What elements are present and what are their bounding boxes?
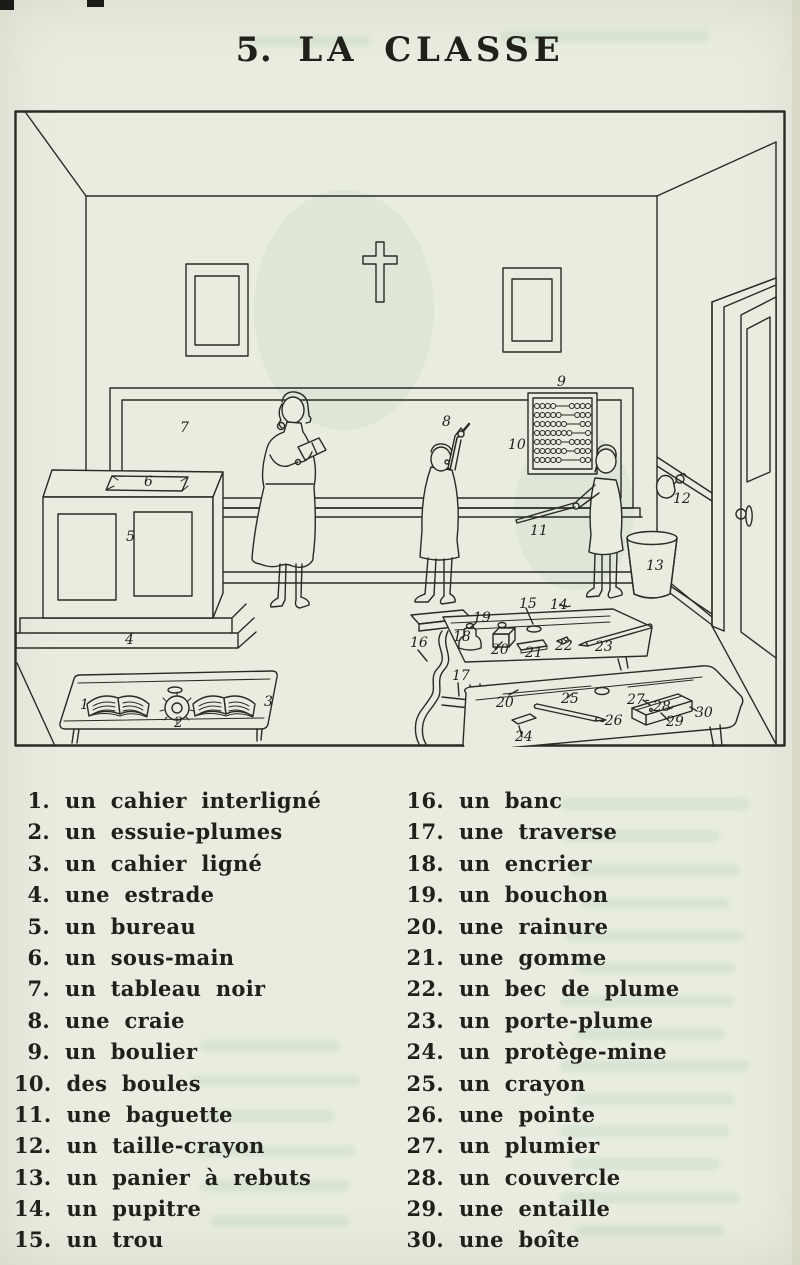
illustration-label-27: 27- bbox=[627, 692, 650, 708]
illustration-label-21: 21 bbox=[525, 645, 543, 661]
illustration-label-9: 9 bbox=[557, 374, 566, 390]
illustration-label-10: 10 bbox=[508, 437, 526, 453]
illustration-label-23: 23 bbox=[595, 639, 613, 655]
vocab-number: 1. bbox=[27, 788, 50, 813]
scan-artifact bbox=[87, 0, 104, 7]
vocab-term: une estrade bbox=[65, 882, 215, 908]
vocab-number: 23. bbox=[406, 1007, 444, 1033]
vocab-item bbox=[398, 851, 786, 882]
vocab-number: 24. bbox=[406, 1039, 444, 1065]
illustration-label-22: 22 bbox=[555, 638, 573, 654]
vocab-number: 15. bbox=[14, 1227, 52, 1253]
vocab-term: un protège-mine bbox=[459, 1039, 667, 1065]
vocab-item bbox=[14, 1008, 374, 1039]
illustration-label-25: 25 bbox=[561, 691, 579, 707]
vocab-item bbox=[14, 1165, 374, 1196]
vocab-number: 27. bbox=[406, 1133, 444, 1159]
room-outline bbox=[16, 112, 785, 747]
vocab-item bbox=[14, 1102, 374, 1133]
classroom-illustration bbox=[14, 110, 786, 747]
vocab-number: 5. bbox=[27, 913, 50, 939]
vocab-term: un bouchon bbox=[459, 882, 609, 908]
vocab-term: un crayon bbox=[459, 1070, 586, 1096]
vocab-item bbox=[14, 788, 374, 819]
vocab-item bbox=[398, 1102, 786, 1133]
vocab-term: des boules bbox=[66, 1070, 201, 1096]
vocab-term: une pointe bbox=[459, 1101, 596, 1127]
illustration-label-18: 18 bbox=[453, 629, 471, 645]
vocab-number: 13. bbox=[14, 1164, 52, 1190]
vocab-item bbox=[398, 976, 786, 1007]
vocab-list-left bbox=[14, 788, 374, 1259]
vocab-number: 17. bbox=[406, 819, 444, 845]
vocab-term: un panier à rebuts bbox=[66, 1164, 312, 1190]
vocab-number: 11. bbox=[14, 1101, 52, 1127]
vocab-term: une boîte bbox=[459, 1227, 580, 1253]
vocab-term: un couvercle bbox=[459, 1164, 621, 1190]
vocab-number: 9. bbox=[27, 1039, 50, 1065]
illustration-label-26: -26 bbox=[600, 713, 623, 729]
vocab-item bbox=[14, 1133, 374, 1164]
vocab-item bbox=[398, 1133, 786, 1164]
vocab-term: un tableau noir bbox=[65, 976, 266, 1002]
illustration-label-30: 30 bbox=[695, 705, 713, 721]
illustration-label-1: 1 bbox=[80, 697, 89, 713]
vocab-number: 14. bbox=[14, 1196, 52, 1222]
illustration-label-29: 29 bbox=[666, 714, 684, 730]
vocab-number: 18. bbox=[406, 850, 444, 876]
vocab-term: un bec de plume bbox=[459, 976, 680, 1002]
vocab-number: 19. bbox=[406, 882, 444, 908]
vocab-term: une rainure bbox=[459, 913, 609, 939]
vocab-item bbox=[14, 914, 374, 945]
illustration-label-6: 6 bbox=[144, 474, 153, 490]
illustration-label-20: 20 bbox=[496, 695, 514, 711]
vocab-term: une craie bbox=[65, 1007, 185, 1033]
vocab-number: 29. bbox=[406, 1196, 444, 1222]
vocab-number: 21. bbox=[406, 944, 444, 970]
vocab-number: 3. bbox=[27, 850, 50, 876]
title-word: LA bbox=[298, 30, 359, 70]
vocab-term: une entaille bbox=[459, 1196, 611, 1222]
vocab-number: 28. bbox=[406, 1164, 444, 1190]
vocab-term: un cahier interligné bbox=[65, 788, 322, 813]
illustration-label-4: 4 bbox=[125, 632, 134, 648]
vocab-term: un cahier ligné bbox=[65, 850, 263, 876]
vocab-term: un porte-plume bbox=[459, 1007, 654, 1033]
vocab-item bbox=[14, 1039, 374, 1070]
vocab-number: 16. bbox=[406, 788, 444, 813]
vocab-term: un sous-main bbox=[65, 944, 235, 970]
vocab-item bbox=[14, 1071, 374, 1102]
vocab-term: une gomme bbox=[459, 944, 607, 970]
illustration-label-28: 28 bbox=[653, 699, 671, 715]
vocab-item bbox=[398, 1008, 786, 1039]
vocab-item bbox=[398, 1165, 786, 1196]
vocab-item bbox=[14, 1227, 374, 1258]
vocab-term: une baguette bbox=[66, 1101, 233, 1127]
vocab-item bbox=[14, 819, 374, 850]
vocab-item bbox=[398, 914, 786, 945]
teacher-figure bbox=[252, 392, 326, 608]
vocab-term: un encrier bbox=[459, 850, 592, 876]
vocab-number: 4. bbox=[27, 882, 50, 908]
vocab-item bbox=[398, 1196, 786, 1227]
vocab-number: 25. bbox=[406, 1070, 444, 1096]
illustration-label-17: 17 bbox=[452, 668, 470, 684]
illustration-label-7: 7 bbox=[180, 420, 189, 436]
vocab-item bbox=[398, 1039, 786, 1070]
vocab-number: 2. bbox=[27, 819, 50, 845]
vocab-number: 12. bbox=[14, 1133, 52, 1159]
vocab-item bbox=[14, 882, 374, 913]
door bbox=[712, 278, 776, 744]
illustration-label-20: 20 bbox=[491, 642, 509, 658]
vocab-item bbox=[398, 1227, 786, 1258]
vocab-item bbox=[14, 851, 374, 882]
illustration-label-12: 12 bbox=[673, 491, 691, 507]
vocab-term: un boulier bbox=[65, 1039, 198, 1065]
vocab-number: 22. bbox=[406, 976, 444, 1002]
vocab-item bbox=[398, 819, 786, 850]
page-edge bbox=[792, 0, 800, 1265]
illustration-label-15: 15 bbox=[519, 596, 537, 612]
illustration-label-2: 2 bbox=[174, 715, 183, 731]
vocab-item bbox=[14, 945, 374, 976]
illustration-label-5: 5 bbox=[126, 529, 135, 545]
picture-frame-left bbox=[186, 264, 248, 356]
vocab-term: un trou bbox=[66, 1227, 164, 1253]
abacus bbox=[528, 393, 597, 474]
vocab-number: 10. bbox=[14, 1070, 52, 1096]
illustration-label-24: 24 bbox=[515, 729, 533, 745]
vocab-number: 20. bbox=[406, 913, 444, 939]
vocab-term: un banc bbox=[459, 788, 563, 813]
vocab-list-right bbox=[398, 788, 786, 1259]
vocab-term: un plumier bbox=[459, 1133, 600, 1159]
vocab-number: 26. bbox=[406, 1101, 444, 1127]
vocab-term: un essuie-plumes bbox=[65, 819, 283, 845]
illustration-label-13: 13 bbox=[646, 558, 664, 574]
vocab-item bbox=[398, 1071, 786, 1102]
picture-frame-right bbox=[503, 268, 561, 352]
vocab-number: 6. bbox=[27, 944, 50, 970]
illustration-label-3: 3 bbox=[264, 694, 273, 710]
lesson-number: 5. bbox=[235, 30, 273, 70]
vocab-item bbox=[398, 882, 786, 913]
vocab-item bbox=[398, 788, 786, 819]
vocab-term: un pupitre bbox=[66, 1196, 202, 1222]
illustration-label-19: 19 bbox=[473, 610, 491, 626]
illustration-label-16: 16 bbox=[410, 635, 428, 651]
vocab-item bbox=[398, 945, 786, 976]
vocab-number: 8. bbox=[27, 1007, 50, 1033]
scan-artifact bbox=[0, 0, 14, 10]
vocab-number: 30. bbox=[406, 1227, 444, 1253]
title-word: CLASSE bbox=[384, 30, 565, 70]
vocab-term: un bureau bbox=[65, 913, 196, 939]
vocab-term: une traverse bbox=[459, 819, 618, 845]
illustration-label-11: 11 bbox=[530, 523, 548, 539]
illustration-label-14: 14 bbox=[550, 597, 568, 613]
boy-writing bbox=[415, 424, 469, 604]
vocab-item bbox=[14, 976, 374, 1007]
vocab-number: 7. bbox=[27, 976, 50, 1002]
page-title bbox=[0, 30, 800, 70]
chalk bbox=[464, 424, 469, 430]
books-desk bbox=[60, 671, 277, 743]
illustration-label-8: 8 bbox=[442, 414, 451, 430]
vocab-term: un taille-crayon bbox=[66, 1133, 265, 1159]
vocab-item bbox=[14, 1196, 374, 1227]
